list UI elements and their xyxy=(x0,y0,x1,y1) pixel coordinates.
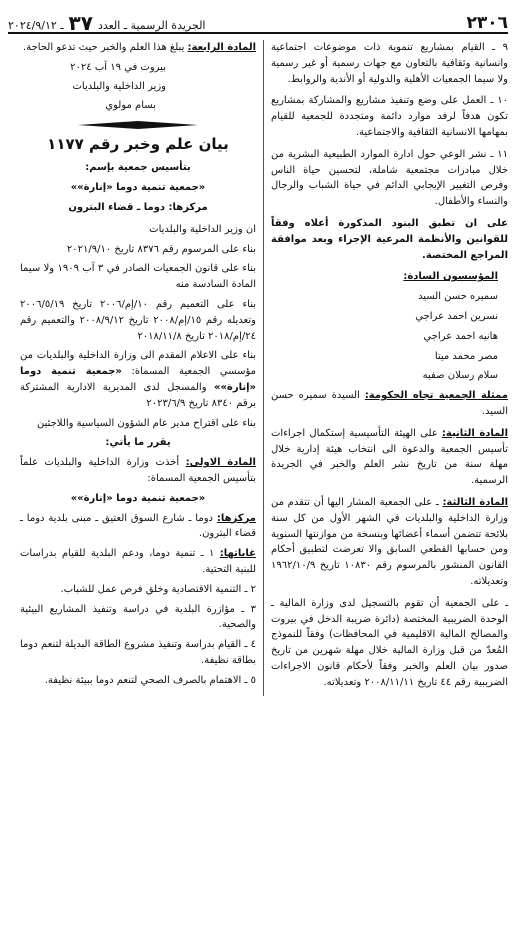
article-2 xyxy=(271,426,508,489)
goal-10: ١٠ ـ العمل على وضع وتنفيذ مشاريع والمشاركة بمشاريع تكون هدفاً لرفد موارد دائمة ومتجددة للجمعية للقيام بمهامها الانسانية الثقافية والاجتماعية. xyxy=(271,95,508,138)
founder-item: سميره حسن السيد xyxy=(417,291,498,303)
article-1-text: أخذت وزارة الداخلية والبلديات علماً بتأسيس الجمعية المسماة: xyxy=(20,457,256,485)
article-2-label: المادة الثانية: xyxy=(441,427,508,439)
article-4 xyxy=(20,40,256,56)
legal-basis-4 xyxy=(20,348,256,411)
compliance-clause: على ان تطبق البنود المذكورة أعلاه وفقاً للقوانين والأنظمة المرعية الإجراء وبعد موافقة المراجع المختصة. xyxy=(271,217,508,261)
section-divider xyxy=(20,121,256,129)
legal-basis-5: بناء على اقتراح مدير عام الشؤون السياسية واللاجئين xyxy=(37,417,256,429)
goals-clause xyxy=(20,546,256,578)
newspaper-name: الجريدة الرسمية ـ العدد xyxy=(97,18,206,32)
goals-label: غاياتها: xyxy=(219,548,256,560)
founder-item: سلام رسلان صفيه xyxy=(422,370,498,382)
signature-title: وزير الداخلية والبلديات xyxy=(72,80,166,92)
government-representative xyxy=(271,388,508,420)
founders-list xyxy=(271,289,508,384)
issue-number: ٣٧ xyxy=(68,11,93,35)
article-3-text: ـ على الجمعية المشار اليها أن تتقدم من وزارة الداخلية والبلديات في الشهر الأول من كل سنة بلائحة تتضمن أسماء أعضائها وبنسخة من موازنتها السنوية ومن حسابها القطعي السابق والا تعرضت لتطبيق أحكام القانون المنشور بالمرسوم رقم ١٠٨٣٠ تاريخ ١٩٦٢/١٠/٩ وتعديلاته. xyxy=(271,496,508,587)
goal-9: ٩ ـ القيام بمشاريع تنموية ذات موضوعات اجتماعية وانسانية وثقافية بالتعاون مع جهات رسمية أو غير رسمية ولا سيما الجمعيات الأهلية والدولية أو الأندية والروابط. xyxy=(271,42,508,85)
decision-title: بيان علم وخبر رقم ١١٧٧ xyxy=(47,134,229,153)
representative-name: السيدة سميره حسن السيد. xyxy=(271,390,508,417)
right-column xyxy=(264,40,508,696)
tax-registration-clause: ـ على الجمعية أن تقوم بالتسجيل لدى وزارة المالية ـ الوحدة الضريبية المختصة (دائرة ضريبة الدخل في بيروت والمصالح المالية الاقليمية في المحافظات) وفقاً للنموذج المُعدّ من قبل وزارة المالية خلال مهلة شهرين من تاريخ صدور بيان العلم والخبر وفقاً لأحكام قانون الاجراءات الضريبية رقم ٤٤ تاريخ ٢٠٠٨/١١/١١ وتعديلاته. xyxy=(271,597,508,688)
goal-2: ٢ ـ التنمية الاقتصادية وخلق فرص عمل للشباب. xyxy=(60,583,256,595)
minister-intro: ان وزير الداخلية والبلديات xyxy=(149,223,256,235)
association-name: «جمعية تنمية دوما «إنارة»» xyxy=(70,182,206,194)
decides-heading: يقرر ما يأتي: xyxy=(105,437,171,449)
association-headquarters: مركزها: دوما ـ قضاء البترون xyxy=(68,202,208,214)
goal-3: ٣ ـ مؤازرة البلدية في دراسة وتنفيذ المشاريع البيئية والصحية. xyxy=(20,603,256,631)
page-header xyxy=(8,6,508,34)
article-3-label: المادة الثالثة: xyxy=(442,496,509,508)
issue-date: ـ ٢٠٢٤/٩/١٢ xyxy=(8,18,64,32)
founder-item: هانيه احمد عراجي xyxy=(423,330,498,342)
legal-basis-1: بناء على المرسوم رقم ٨٣٧٦ تاريخ ٢٠٢١/٩/١٠ xyxy=(66,243,256,255)
goal-1: ١ ـ تنمية دوما، ودعم البلدية للقيام بدراسات للبنية التحتية. xyxy=(20,548,256,576)
legal-basis-4-intro: بناء على الاعلام المقدم الى وزارة الداخلية والبلديات من مؤسسي الجمعية المسماة: xyxy=(20,350,256,378)
headquarters-clause xyxy=(20,511,256,543)
legal-basis-3: بناء على التعميم رقم ١٠/إم/٢٠٠٦ تاريخ ٢٠٠٦/٥/١٩ وتعديله رقم ١٥/إم/٢٠٠٨ تاريخ ٢٠٠٨/٩/١٢ والتعميم رقم ٢٤/إم/٢٠١٨ تاريخ ٢٠١٨/١١/٨ xyxy=(20,299,256,342)
article-4-label: المادة الرابعة: xyxy=(187,42,256,53)
legal-basis-4-registration: والمسجل لدى المديرية الادارية المشتركة برقم ٨٣٤٠ تاريخ ٢٠٢٣/٦/٩ xyxy=(20,382,256,409)
article-3 xyxy=(271,495,508,590)
representative-label: ممثلة الجمعية تجاه الحكومة: xyxy=(364,390,508,402)
issue-line xyxy=(8,11,206,35)
founder-item: مصر محمد ميتا xyxy=(434,350,498,362)
legal-basis-4-name: «جمعية تنمية دوما «إنارة»» xyxy=(20,366,256,394)
article-1-association-name: «جمعية تنمية دوما «إنارة»» xyxy=(70,492,206,504)
goal-5: ٥ ـ الاهتمام بالصرف الصحي لتنعم دوما ببيئة نظيفة. xyxy=(44,674,256,686)
legal-basis-2: بناء على قانون الجمعيات الصادر في ٣ آب ١٩٠٩ ولا سيما المادة السادسة منه xyxy=(20,263,256,291)
headquarters-label: مركزها: xyxy=(216,512,256,524)
goal-11: ١١ ـ نشر الوعي حول ادارة الموارد الطبيعية البشرية من خلال مبادرات مجتمعية شاملة، لتحسين حياة الناس وفرص التغيير الإيجابي الدائم في حياة الشباب والرجال والنساء والأطفال. xyxy=(271,148,508,208)
article-4-text: يبلغ هذا العلم والخبر حيث تدعو الحاجة. xyxy=(23,42,185,53)
page-number: ٢٣٠٦ xyxy=(466,13,508,33)
signature-place-date: بيروت في ١٩ آب ٢٠٢٤ xyxy=(70,61,166,73)
article-1 xyxy=(20,455,256,487)
divider-ornament-icon xyxy=(78,121,198,129)
minister-signature xyxy=(20,60,256,113)
two-columns xyxy=(8,40,508,696)
founders-label: المؤسسون السادة: xyxy=(403,271,498,283)
signature-name: بسام مولوي xyxy=(105,99,156,111)
decision-subject: بتأسيس جمعية بإسم: xyxy=(85,162,191,174)
article-1-label: المادة الاولى: xyxy=(185,457,256,469)
founder-item: نسرين احمد عراجي xyxy=(415,310,498,322)
headquarters-text: دوما ـ شارع السوق العتيق ـ مبنى بلدية دوما ـ قضاء البترون. xyxy=(20,512,256,540)
article-2-text: على الهيئة التأسيسية إستكمال اجراءات تأسيس الجمعية والدعوة الى انتخاب هيئة إدارية خلال مهلة سنة من تاريخ نشر العلم والخبر في الجريدة الرسمية. xyxy=(271,427,508,487)
goal-4: ٤ ـ القيام بدراسة وتنفيذ مشروع الطاقة البديلة لتنعم دوما بطاقة نظيفة. xyxy=(20,639,256,666)
left-column xyxy=(20,40,264,696)
